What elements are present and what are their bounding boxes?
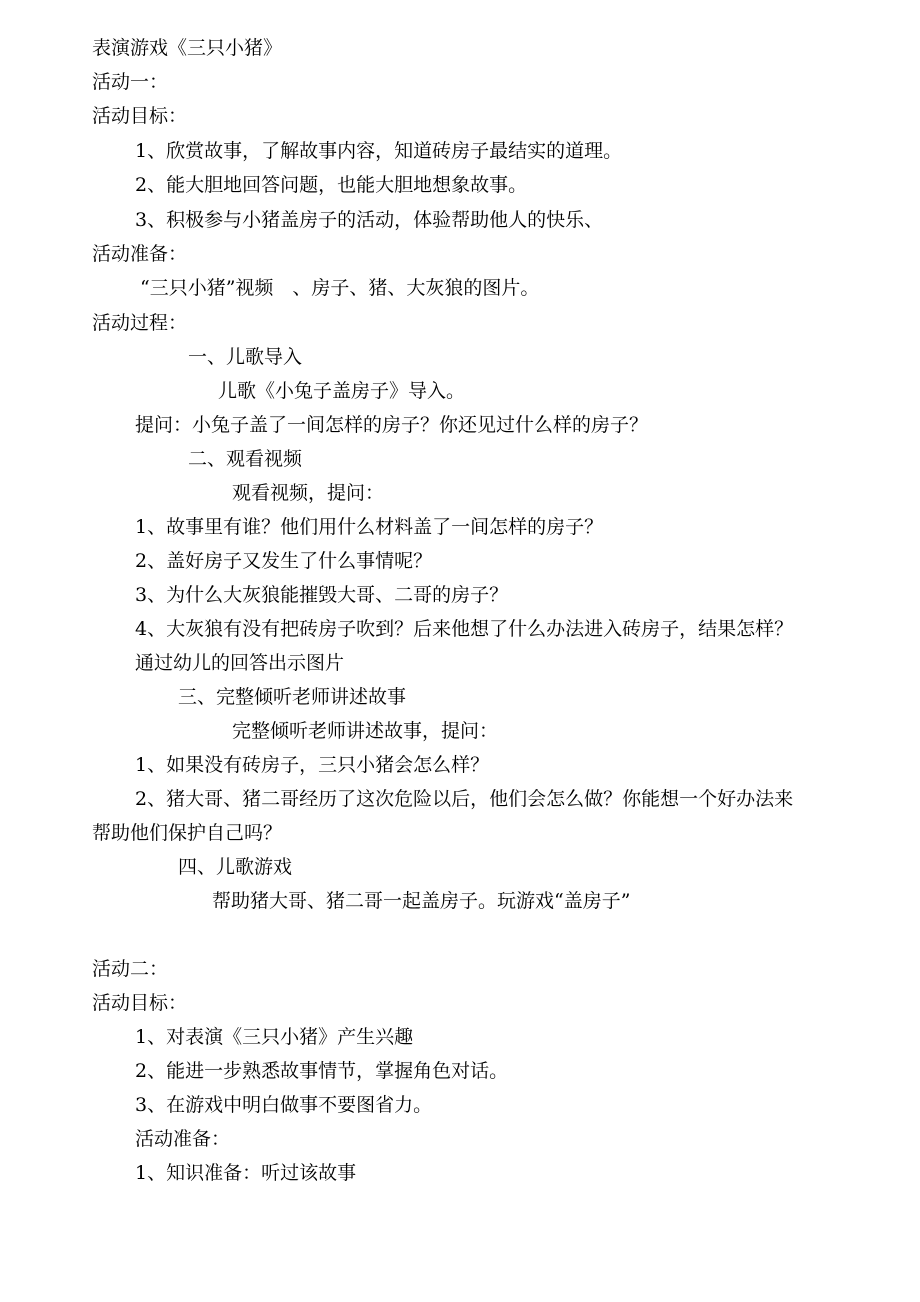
step2-question-3: 3、为什么大灰狼能摧毁大哥、二哥的房子？ xyxy=(135,584,509,606)
activity2-goals-heading: 活动目标： xyxy=(92,992,188,1014)
step1-text: 儿歌《小兔子盖房子》导入。 xyxy=(218,380,466,402)
activity1-goals-heading: 活动目标： xyxy=(92,105,188,127)
step3-heading: 三、完整倾听老师讲述故事 xyxy=(178,686,407,708)
activity1-goal-2: 2、能大胆地回答问题，也能大胆地想象故事。 xyxy=(135,174,528,196)
step2-question-2: 2、盖好房子又发生了什么事情呢？ xyxy=(135,550,433,572)
activity2-goal-3: 3、在游戏中明白做事不要图省力。 xyxy=(135,1094,433,1116)
activity2-heading: 活动二： xyxy=(92,958,169,980)
step2-question-1: 1、故事里有谁？他们用什么材料盖了一间怎样的房子？ xyxy=(135,516,604,538)
activity2-goal-1: 1、对表演《三只小猪》产生兴趣 xyxy=(135,1026,414,1048)
step2-note: 通过幼儿的回答出示图片 xyxy=(135,652,345,674)
step1-heading: 一、儿歌导入 xyxy=(188,346,303,368)
activity1-goal-1: 1、欣赏故事，了解故事内容，知道砖房子最结实的道理。 xyxy=(135,140,623,162)
activity2-prep-item-1: 1、知识准备：听过该故事 xyxy=(135,1162,357,1184)
activity1-heading: 活动一： xyxy=(92,71,169,93)
document-title: 表演游戏《三只小猪》 xyxy=(92,37,283,59)
step4-heading: 四、儿歌游戏 xyxy=(178,856,293,878)
step2-heading: 二、观看视频 xyxy=(188,448,303,470)
step3-question-2-line-2: 帮助他们保护自己吗？ xyxy=(92,822,283,844)
activity2-prep-heading: 活动准备： xyxy=(135,1128,231,1150)
activity1-prep-text: “三只小猪”视频 、房子、猪、大灰狼的图片。 xyxy=(140,277,540,299)
activity2-goal-2: 2、能进一步熟悉故事情节，掌握角色对话。 xyxy=(135,1060,509,1082)
step3-question-2-line-1: 2、猪大哥、猪二哥经历了这次危险以后，他们会怎么做？你能想一个好办法来 xyxy=(135,788,794,810)
step4-text: 帮助猪大哥、猪二哥一起盖房子。玩游戏“盖房子” xyxy=(212,890,631,912)
step2-question-4: 4、大灰狼有没有把砖房子吹到？后来他想了什么办法进入砖房子，结果怎样？ xyxy=(135,618,794,640)
step1-question: 提问：小兔子盖了一间怎样的房子？你还见过什么样的房子？ xyxy=(135,414,649,436)
activity1-process-heading: 活动过程： xyxy=(92,312,188,334)
activity1-goal-3: 3、积极参与小猪盖房子的活动，体验帮助他人的快乐、 xyxy=(135,209,604,231)
step2-text: 观看视频，提问： xyxy=(232,482,385,504)
activity1-prep-heading: 活动准备： xyxy=(92,243,188,265)
step3-question-1: 1、如果没有砖房子，三只小猪会怎么样？ xyxy=(135,754,490,776)
step3-text: 完整倾听老师讲述故事，提问： xyxy=(232,720,499,742)
